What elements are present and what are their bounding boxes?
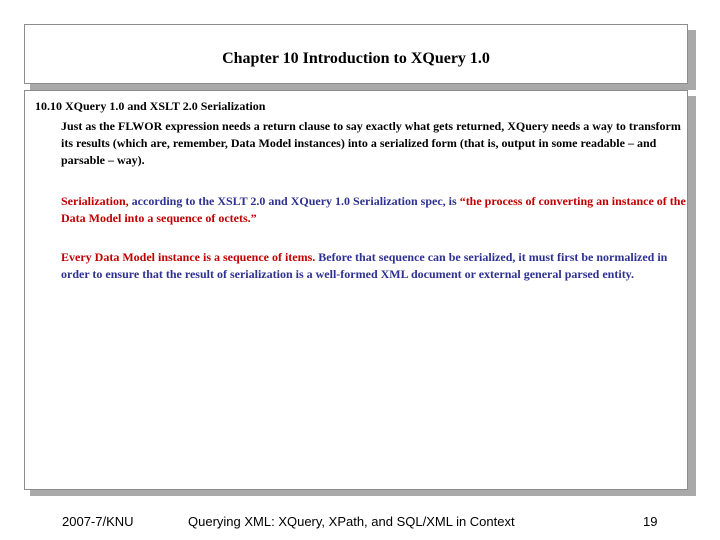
footer-page-number: 19 <box>643 514 658 529</box>
normalization-text: Before that sequence can be serialized, it must first be normalized in order to ensure that the result of serialization is a well-formed XML document or external general parsed entity. <box>61 250 668 281</box>
serialization-term: Serialization, <box>61 194 129 208</box>
paragraph-serialization-definition <box>61 193 687 227</box>
paragraph-data-model <box>61 249 687 283</box>
footer-book-title: Querying XML: XQuery, XPath, and SQL/XML in Context <box>188 514 515 529</box>
footer-date-org: 2007-7/KNU <box>62 514 134 529</box>
serialization-spec-text: according to the XSLT 2.0 and XQuery 1.0 Serialization spec, is <box>128 194 460 208</box>
section-heading: 10.10 XQuery 1.0 and XSLT 2.0 Serialization <box>35 99 266 113</box>
data-model-statement: Every Data Model instance is a sequence of items. <box>61 250 316 264</box>
title-box <box>24 24 688 84</box>
slide-title: Chapter 10 Introduction to XQuery 1.0 <box>222 50 490 67</box>
serialization-quote: “the process of converting an instance of the Data Model into a sequence of octets.” <box>61 194 686 225</box>
content-box <box>24 90 688 490</box>
paragraph-flwor: Just as the FLWOR expression needs a return clause to say exactly what gets returned, XQuery needs a way to transform its results (which are, remember, Data Model instances) into a serialized form (that is, output in some readable – and parsable – way). <box>61 119 681 167</box>
